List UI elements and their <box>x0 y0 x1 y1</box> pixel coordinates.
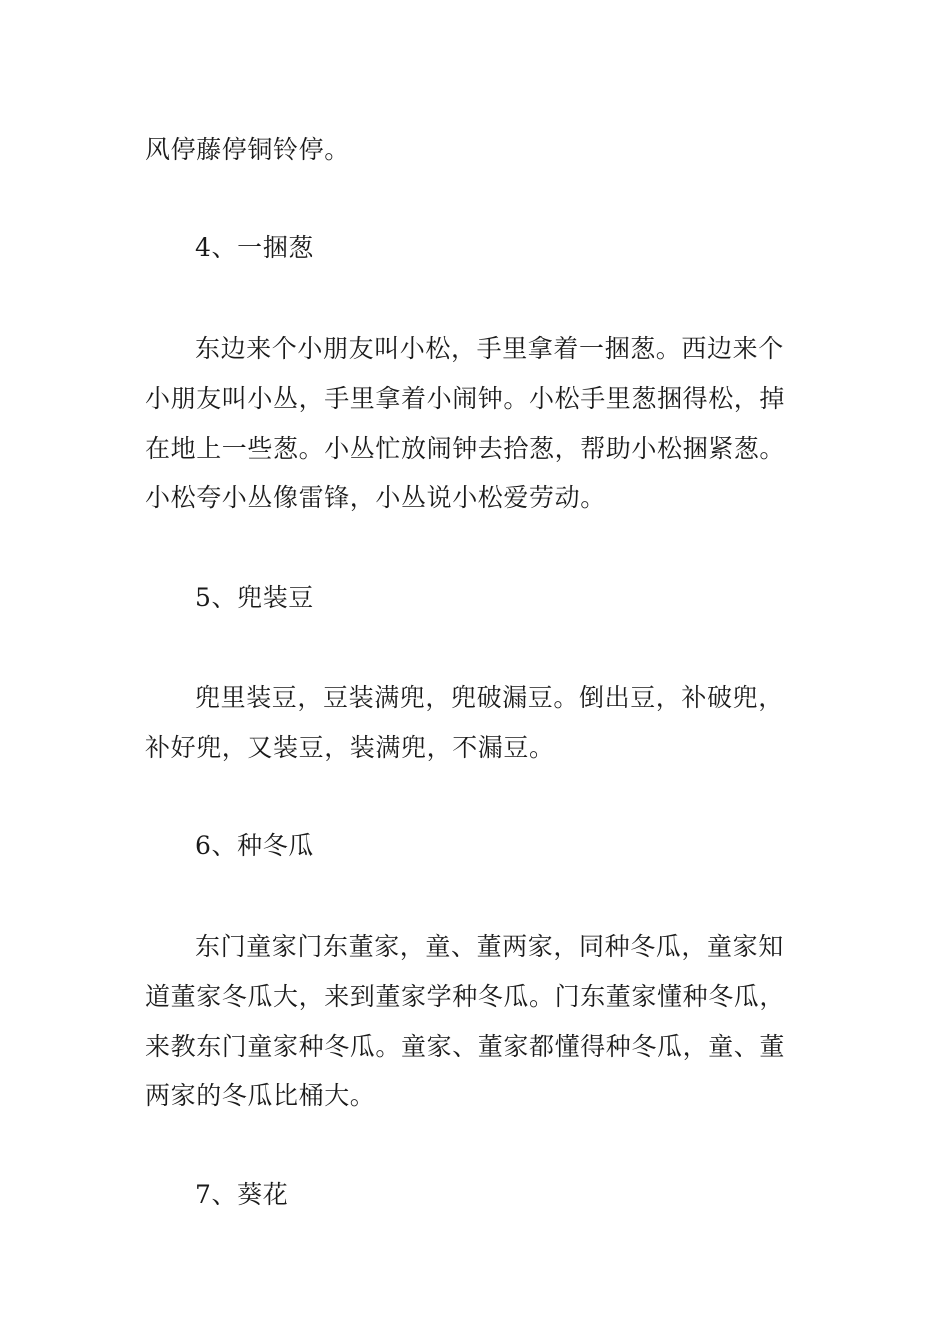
paragraph-line: 东边来个小朋友叫小松，手里拿着一捆葱。西边来个 <box>195 334 784 363</box>
paragraph-line: 兜里装豆，豆装满兜，兜破漏豆。倒出豆，补破兜， <box>195 683 784 712</box>
section-heading: 5、兜装豆 <box>195 583 314 612</box>
paragraph-line: 在地上一些葱。小丛忙放闹钟去拾葱，帮助小松捆紧葱。 <box>145 434 786 463</box>
paragraph-line: 小朋友叫小丛，手里拿着小闹钟。小松手里葱捆得松，掉 <box>145 384 786 413</box>
section-heading: 6、种冬瓜 <box>195 831 314 860</box>
paragraph-line: 补好兜，又装豆，装满兜，不漏豆。 <box>145 733 555 762</box>
paragraph-line: 两家的冬瓜比桶大。 <box>145 1081 376 1110</box>
section-heading: 4、一捆葱 <box>195 233 314 262</box>
continuation-line: 风停藤停铜铃停。 <box>145 135 350 164</box>
section-heading: 7、葵花 <box>195 1180 289 1209</box>
paragraph-line: 东门童家门东董家，童、董两家，同种冬瓜，童家知 <box>195 932 784 961</box>
paragraph-line: 来教东门童家种冬瓜。童家、董家都懂得种冬瓜，童、董 <box>145 1032 786 1061</box>
paragraph-line: 道董家冬瓜大，来到董家学种冬瓜。门东董家懂种冬瓜， <box>145 982 786 1011</box>
paragraph-line: 小松夸小丛像雷锋，小丛说小松爱劳动。 <box>145 483 606 512</box>
